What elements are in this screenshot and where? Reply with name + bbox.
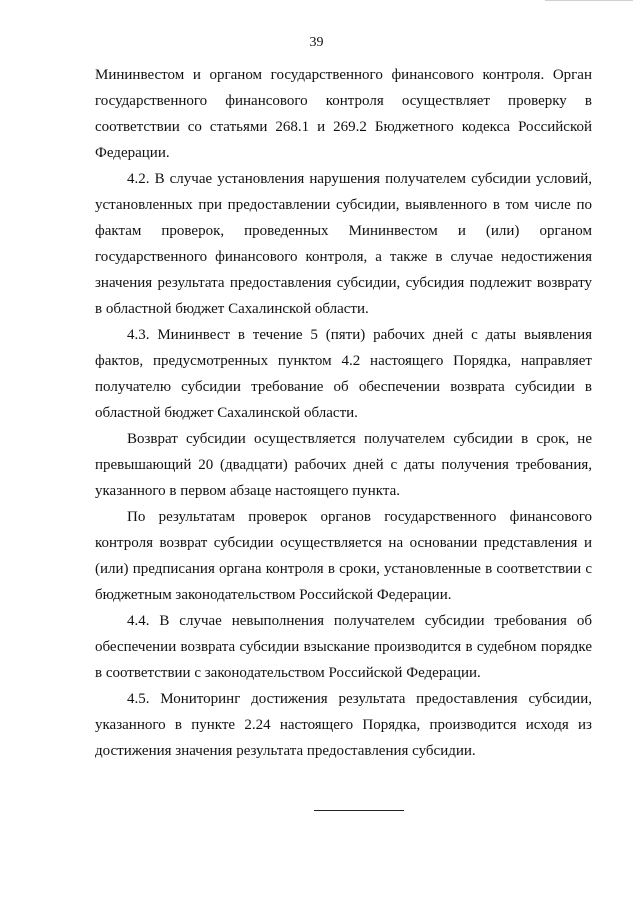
paragraph-continuation: Мининвестом и органом государственного финансового контроля. Орган государственного финансового контроля осуществляет проверку в соответствии со статьями 268.1 и 269.2 Бюджетного кодекса Российской Федерации. — [95, 67, 592, 161]
page-number: 39 — [309, 35, 324, 50]
scan-edge-mark — [545, 0, 633, 1]
document-body — [95, 62, 592, 764]
paragraph-audit-results: По результатам проверок органов государственного финансового контроля возврат субсидии осуществляется на основании представления и (или) предписания органа контроля в сроки, установленные в соответствии с бюджетным законодательством Российской Федерации. — [95, 509, 592, 603]
paragraph-4-5: 4.5. Мониторинг достижения результата предоставления субсидии, указанного в пункте 2.24 настоящего Порядка, производится исходя из достижения значения результата предоставления субсидии. — [95, 691, 592, 759]
paragraph-4-2: 4.2. В случае установления нарушения получателем субсидии условий, установленных при предоставлении субсидии, выявленного в том числе по фактам проверок, проведенных Мининвестом и (или) органом государственного финансового контроля, а также в случае недостижения значения результата предоставления субсидии, субсидия подлежит возврату в областной бюджет Сахалинской области. — [95, 171, 592, 317]
paragraph-refund-term: Возврат субсидии осуществляется получателем субсидии в срок, не превышающий 20 (двадцати) рабочих дней с даты получения требования, указанного в первом абзаце настоящего пункта. — [95, 431, 592, 499]
paragraph-4-4: 4.4. В случае невыполнения получателем субсидии требования об обеспечении возврата субсидии взыскание производится в судебном порядке в соответствии с законодательством Российской Федерации. — [95, 613, 592, 681]
paragraph-4-3: 4.3. Мининвест в течение 5 (пяти) рабочих дней с даты выявления фактов, предусмотренных пунктом 4.2 настоящего Порядка, направляет получателю субсидии требование об обеспечении возврата субсидии в областной бюджет Сахалинской области. — [95, 327, 592, 421]
end-of-text-divider — [314, 810, 404, 811]
